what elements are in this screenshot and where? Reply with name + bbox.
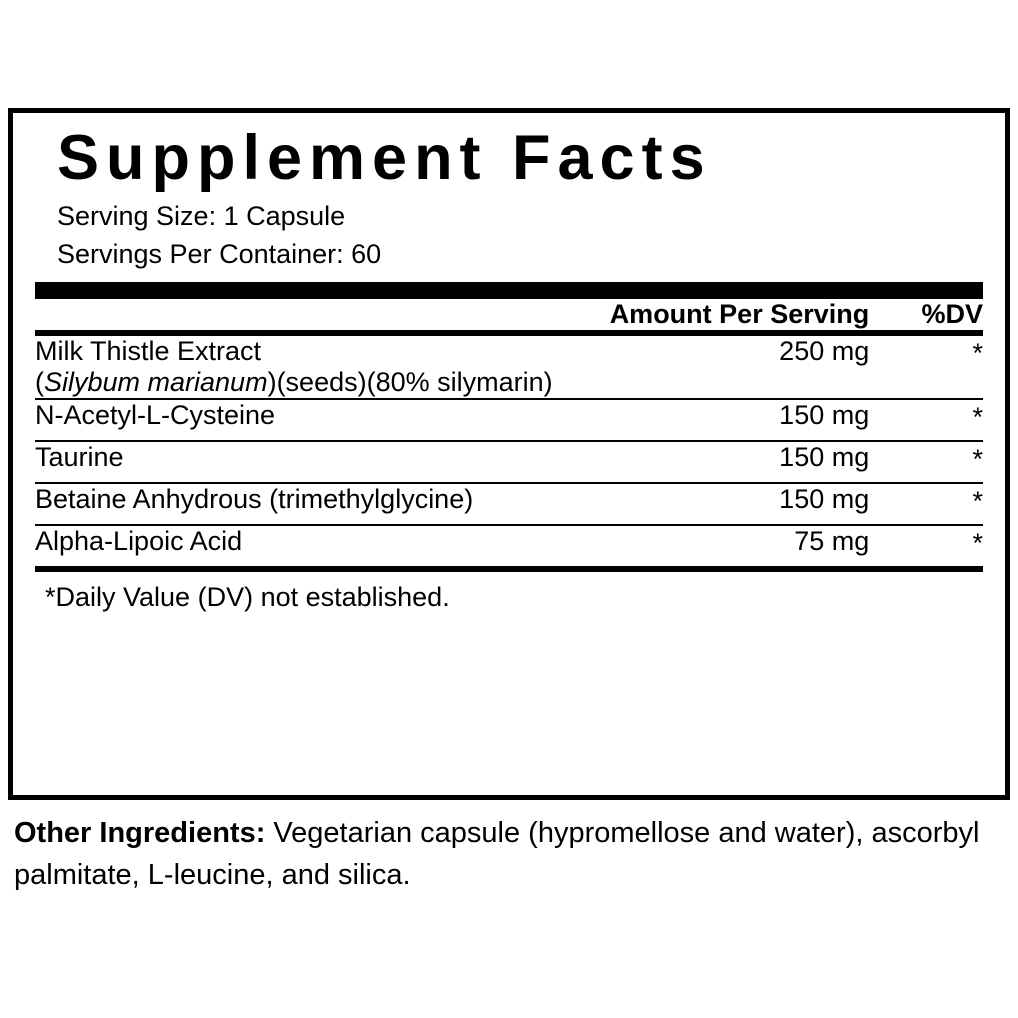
other-ingredients-label: Other Ingredients: [14,817,266,849]
table-header-row [35,299,983,330]
table-row [35,484,983,524]
nutrient-amount: 250 mg [779,335,870,366]
other-ingredients-text: Vegetarian capsule (hypromellose and water), ascorbyl palmitate, L-leucine, and silica. [14,817,980,892]
nutrient-amount: 75 mg [794,525,870,556]
daily-value-footnote: *Daily Value (DV) not established. [45,581,450,612]
nutrient-amount: 150 mg [779,399,870,430]
nutrient-name: Betaine Anhydrous (trimethylglycine) [35,483,474,514]
table-row [35,400,983,440]
divider-thick-top [35,282,983,299]
nutrient-source-line [35,367,983,398]
nutrient-name: Taurine [35,441,124,472]
nutrient-amount: 150 mg [779,441,870,472]
header-percent-dv: %DV [921,298,983,329]
latin-name: Silybum marianum [44,366,268,397]
serving-info [57,197,983,274]
header-amount-per-serving: Amount Per Serving [609,298,870,329]
sub-prefix: ( [35,366,44,397]
nutrient-dv: * [972,485,983,516]
servings-per-container: Servings Per Container: 60 [57,239,382,270]
nutrient-amount: 150 mg [779,483,870,514]
table-row [35,336,983,367]
nutrition-table [35,299,983,572]
other-ingredients [8,812,1008,896]
nutrient-dv: * [972,443,983,474]
sub-suffix: )(seeds)(80% silymarin) [267,366,553,397]
panel-title: Supplement Facts [57,123,712,193]
serving-size: Serving Size: 1 Capsule [57,201,346,232]
header-nutrient [35,299,585,330]
nutrient-dv: * [972,401,983,432]
nutrient-name: Milk Thistle Extract [35,335,262,366]
nutrient-dv: * [972,527,983,558]
nutrient-dv: * [972,337,983,368]
nutrient-name: Alpha-Lipoic Acid [35,525,243,556]
table-row [35,442,983,482]
supplement-facts-panel [8,108,1010,800]
table-row [35,526,983,566]
nutrient-name: N-Acetyl-L-Cysteine [35,399,276,430]
table-row-subtext [35,367,983,398]
